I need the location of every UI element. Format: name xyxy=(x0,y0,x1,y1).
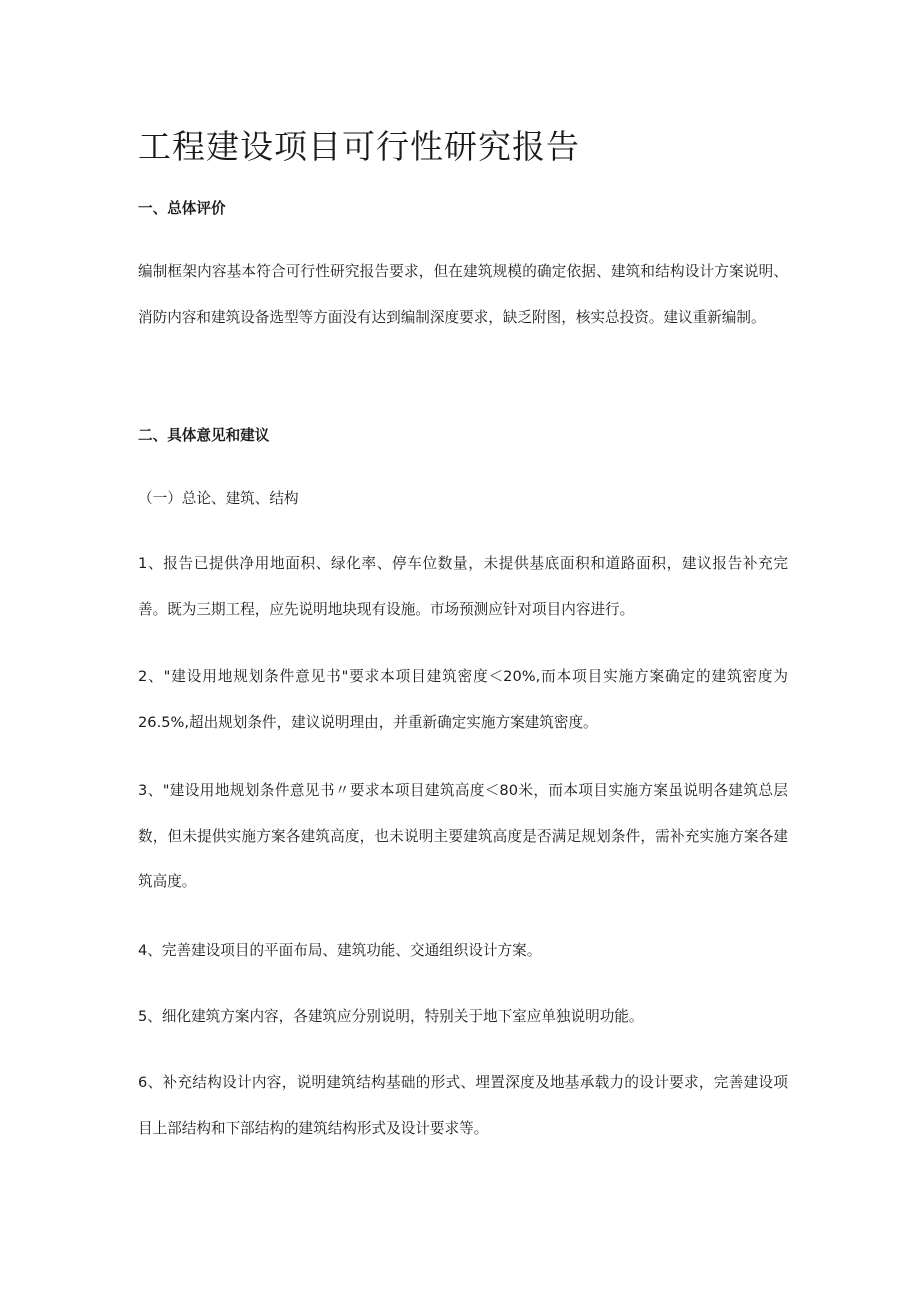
overall-evaluation-paragraph: 编制框架内容基本符合可行性研究报告要求，但在建筑规模的确定依据、建筑和结构设计方案说明、消防内容和建筑设备选型等方面没有达到编制深度要求，缺乏附图，核实总投资。建议重新编制。 xyxy=(138,263,788,326)
document-title: 工程建设项目可行性研究报告 xyxy=(138,127,580,166)
section-heading-opinions-suggestions: 二、具体意见和建议 xyxy=(138,427,270,444)
section-heading-overall-evaluation: 一、总体评价 xyxy=(138,200,226,217)
subsection-heading-general-building-structure: （一）总论、建筑、结构 xyxy=(138,490,299,507)
list-item: 6、补充结构设计内容，说明建筑结构基础的形式、埋置深度及地基承载力的设计要求，完善建设项目上部结构和下部结构的建筑结构形式及设计要求等。 xyxy=(138,1074,788,1137)
list-item: 5、细化建筑方案内容，各建筑应分别说明，特别关于地下室应单独说明功能。 xyxy=(138,1008,644,1025)
list-item: 4、完善建设项目的平面布局、建筑功能、交通组织设计方案。 xyxy=(138,942,542,959)
list-item: 3、"建设用地规划条件意见书〃要求本项目建筑高度＜80米，而本项目实施方案虽说明各建筑总层数，但未提供实施方案各建筑高度，也未说明主要建筑高度是否满足规划条件，需补充实施方案各建筑高度。 xyxy=(138,782,788,890)
list-item: 1、报告已提供净用地面积、绿化率、停车位数量，未提供基底面积和道路面积，建议报告补充完善。既为三期工程，应先说明地块现有设施。市场预测应针对项目内容进行。 xyxy=(138,555,788,618)
list-item: 2、"建设用地规划条件意见书"要求本项目建筑密度＜20%,而本项目实施方案确定的建筑密度为26.5%,超出规划条件，建议说明理由，并重新确定实施方案建筑密度。 xyxy=(138,668,788,731)
